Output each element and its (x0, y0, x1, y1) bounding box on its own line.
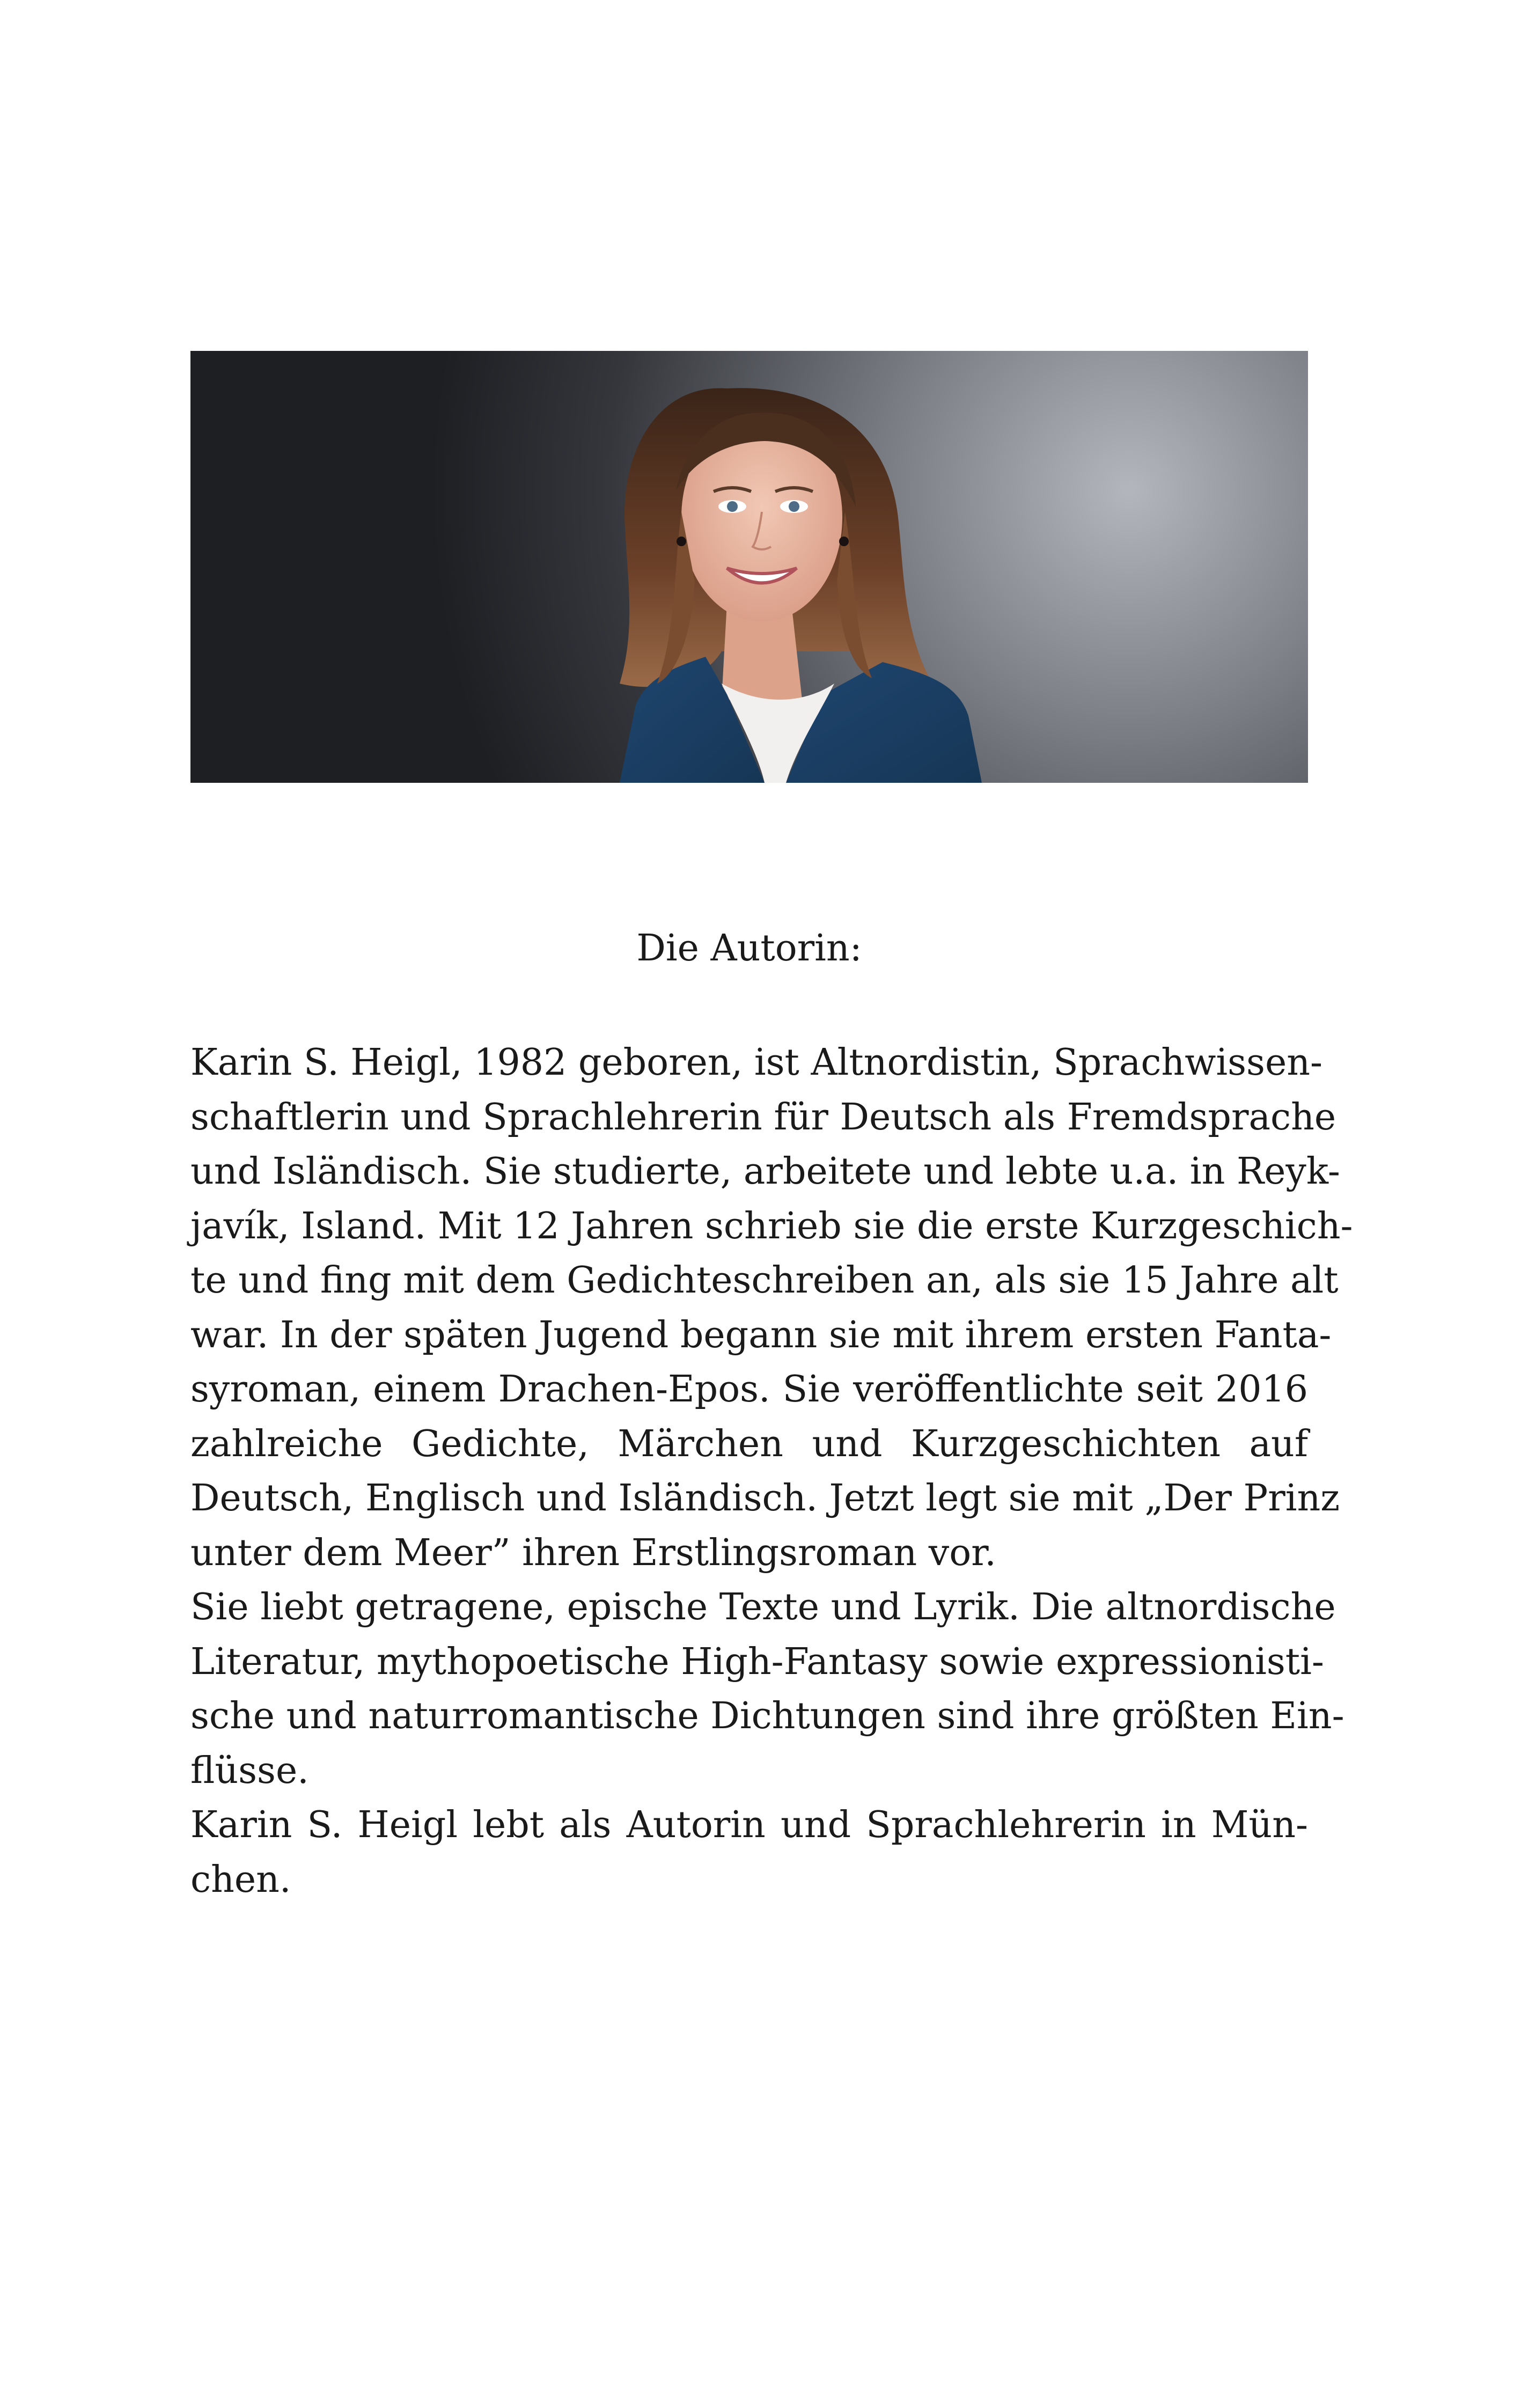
bio-line: unter dem Meer” ihren Erstlingsroman vor. (190, 1531, 996, 1574)
bio-line: te und fing mit dem Gedichteschreiben an, als sie 15 Jahre alt (190, 1259, 1339, 1302)
bio-line: javík, Island. Mit 12 Jahren schrieb sie die erste Kurzgeschich- (190, 1205, 1353, 1247)
bio-line: Karin S. Heigl, 1982 geboren, ist Altnordistin, Sprachwissen- (190, 1041, 1322, 1084)
bio-line: syroman, einem Drachen-Epos. Sie veröffentlichte seit 2016 (190, 1368, 1308, 1411)
bio-line: Sie liebt getragene, epische Texte und Lyrik. Die altnordische (190, 1586, 1336, 1628)
bio-line: und Isländisch. Sie studierte, arbeitete und lebte u.a. in Reyk- (190, 1150, 1340, 1193)
bio-line: flüsse. (190, 1749, 309, 1792)
bio-line: Deutsch, Englisch und Isländisch. Jetzt legt sie mit „Der Prinz (190, 1477, 1340, 1519)
bio-line: zahlreiche Gedichte, Märchen und Kurzgeschichten auf (190, 1422, 1308, 1465)
author-biography (190, 1036, 1353, 1907)
bio-line: Karin S. Heigl lebt als Autorin und Sprachlehrerin in Mün- (190, 1804, 1308, 1846)
bio-line: chen. (190, 1858, 291, 1901)
bio-line: war. In der späten Jugend begann sie mit ihrem ersten Fanta- (190, 1313, 1332, 1356)
bio-line: sche und naturromantische Dichtungen sind ihre größten Ein- (190, 1695, 1344, 1737)
section-heading: Die Autorin: (636, 927, 862, 970)
bio-line: schaftlerin und Sprachlehrerin für Deutsch als Fremdsprache (190, 1096, 1336, 1139)
bio-line: Literatur, mythopoetische High-Fantasy sowie expressionisti- (190, 1640, 1324, 1683)
author-portrait (190, 351, 1308, 783)
